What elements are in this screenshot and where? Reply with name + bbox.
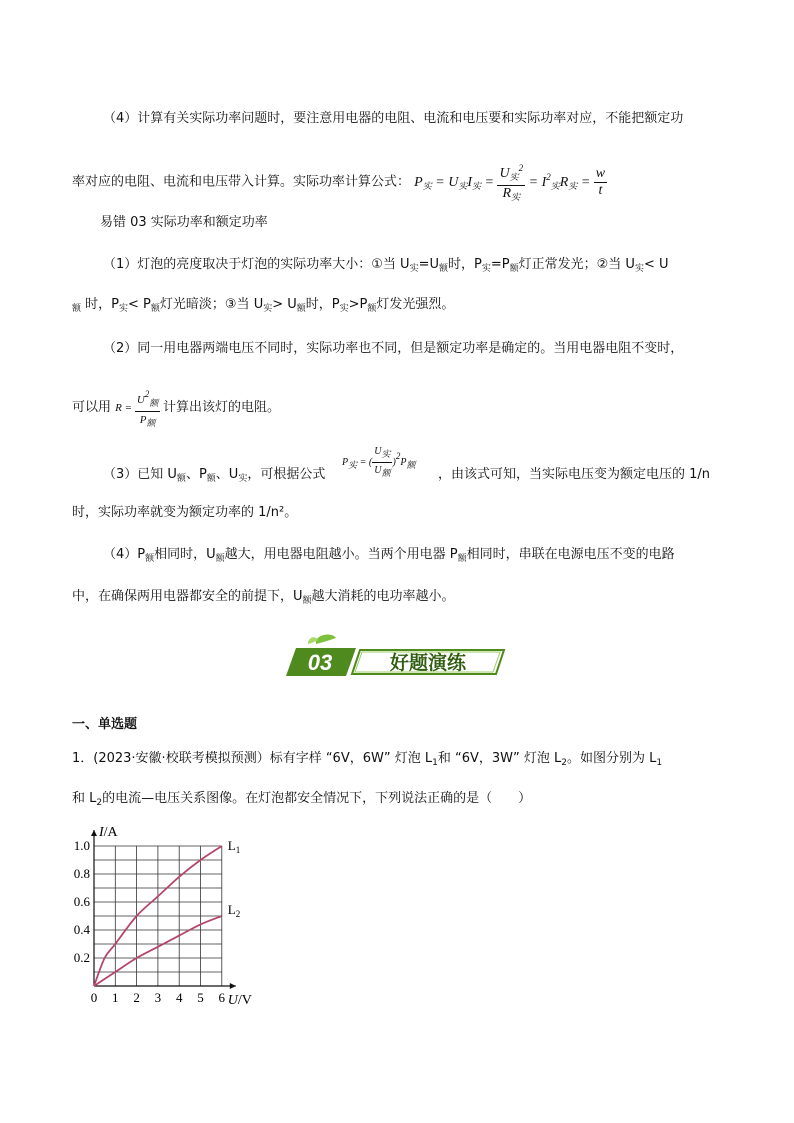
p1-text: < U (643, 257, 669, 272)
p1-text: 时，P (305, 297, 340, 312)
formula-symbol: R (115, 402, 122, 415)
p1-text: =U (418, 257, 440, 272)
formula-symbol: U (136, 394, 145, 406)
formula-fraction (372, 444, 392, 481)
sub-e: 额 (72, 304, 82, 314)
question-text: 1．(2023·安徽·校联考模拟预测）标有字样 “6V，6W” 灯泡 L (72, 751, 433, 766)
formula-eq: = (528, 174, 539, 190)
y-axis-label: I/A (99, 825, 118, 840)
curve-label-l1: $L_1$ (227, 838, 241, 855)
p1-text: 灯光暗淡；③当 U (159, 297, 264, 312)
formula-exponent: 2 (518, 163, 524, 173)
error-heading: 易错 03 实际功率和额定功率 (100, 215, 268, 230)
p4-text: 相同时，串联在电源电压不变的电路 (466, 547, 675, 562)
y-tick-label: 1.0 (73, 838, 90, 853)
current-voltage-chart (70, 818, 330, 1018)
formula-symbol: P (414, 174, 423, 190)
sub-shi: 实 (634, 264, 644, 274)
formula-exponent: 2 (395, 450, 401, 461)
sub-shi: 实 (119, 304, 129, 314)
p1-text: 灯正常发光；②当 U (518, 257, 635, 272)
sub-index: 1 (432, 758, 438, 768)
p1-text: < P (128, 297, 151, 312)
formula-eq: = (580, 174, 591, 190)
power-ratio-formula (342, 444, 415, 481)
formula-symbol: U (374, 465, 382, 476)
question-text: 和 “6V，3W” 灯泡 L (437, 751, 562, 766)
section-banner (286, 634, 510, 686)
formula-subscript: 实 (472, 180, 482, 191)
sub-e: 额 (367, 304, 377, 314)
formula-subscript: 实 (568, 180, 578, 191)
sub-e: 额 (150, 304, 160, 314)
formula-fraction (594, 166, 607, 199)
formula-symbol: P (400, 456, 407, 468)
formula-symbol: U (499, 166, 510, 181)
paragraph-4b-line1 (103, 546, 675, 568)
p1-text: >P (348, 297, 368, 312)
x-axis-arrow (230, 983, 236, 989)
p1-text: （1）灯泡的亮度取决于灯泡的实际功率大小：①当 U (103, 257, 410, 272)
formula-eq: = (124, 402, 133, 415)
sub-e: 额 (302, 596, 312, 606)
formula-fraction (497, 160, 525, 205)
sub-index: 2 (96, 798, 103, 808)
sub-e: 额 (146, 418, 156, 428)
p4-text: （4）P (103, 547, 146, 562)
formula-eq: = (484, 174, 494, 190)
formula-exponent: 2 (546, 171, 551, 182)
x-tick-label: 1 (112, 990, 119, 1005)
x-tick-label: 3 (154, 990, 162, 1005)
p1-text: 时，P (81, 297, 119, 312)
x-tick-label: 0 (90, 990, 98, 1005)
sub-index: 2 (561, 758, 567, 768)
sub-e: 额 (176, 474, 186, 484)
formula-subscript: 实 (422, 180, 432, 191)
paragraph-4b-line2 (72, 588, 455, 610)
paragraph-2-line2 (72, 386, 280, 431)
banner-number: 03 (307, 650, 333, 675)
sub-e: 额 (509, 264, 519, 274)
formula-subscript: 实 (458, 180, 468, 191)
x-tick-label: 2 (133, 990, 140, 1005)
banner-title: 好题演练 (389, 652, 467, 674)
sub-e: 额 (381, 468, 391, 478)
p3-text: 、U (215, 467, 239, 482)
sub-e: 额 (206, 474, 216, 484)
p3-text: ，可根据公式 (247, 467, 326, 482)
formula-symbol: t (598, 183, 603, 198)
question-text: 和 L (72, 791, 97, 806)
paragraph-1-line1 (103, 256, 669, 278)
sub-shi: 实 (238, 474, 248, 484)
p4-text: 相同时，U (154, 547, 216, 562)
sub-e: 额 (215, 554, 225, 564)
formula-symbol: U (374, 446, 382, 457)
p3-text: 、P (185, 467, 207, 482)
formula-symbol: I (541, 174, 547, 190)
question-text: 的电流—电压关系图像。在灯泡都安全情况下，下列说法正确的是（ ） (102, 791, 532, 806)
sub-e: 额 (296, 304, 306, 314)
formula-symbol: R (502, 186, 512, 201)
y-axis-arrow (91, 830, 97, 836)
banner-graphic (286, 634, 510, 682)
paragraph-3-line1-tail: ，由该式可知，当实际电压变为额定电压的 1/n (438, 467, 711, 482)
p3-text: （3）已知 U (103, 467, 177, 482)
resistance-formula (115, 389, 163, 428)
y-tick-label: 0.2 (73, 950, 90, 965)
paragraph-3-line1 (103, 466, 325, 488)
curve-label-l2: $L_2$ (227, 902, 241, 919)
paragraph-1-line2 (72, 296, 454, 318)
power-formula (414, 163, 607, 202)
p4-text: 中，在确保两用电器都安全的前提下，U (72, 589, 303, 604)
question-text: 。如图分别为 L (566, 751, 657, 766)
formula-exponent: 2 (144, 389, 150, 399)
p1-text: =P (490, 257, 510, 272)
section-title: 一、单选题 (72, 717, 138, 732)
paragraph-3-line2: 时，实际功率就变为额定功率的 1/n²。 (72, 505, 298, 520)
question-line2 (72, 790, 531, 812)
p2-text: 计算出该灯的电阻。 (163, 400, 281, 416)
formula-eq: = (435, 174, 445, 190)
sub-e: 额 (406, 459, 416, 470)
y-tick-label: 0.6 (73, 894, 90, 909)
sub-e: 额 (145, 554, 155, 564)
sub-shi: 实 (348, 459, 358, 470)
formula-subscript: 实 (550, 180, 560, 191)
x-tick-label: 6 (218, 990, 226, 1005)
paragraph-2-line1: （2）同一用电器两端电压不同时，实际功率也不同，但是额定功率是确定的。当用电器电阻不变时， (103, 341, 684, 356)
y-tick-label: 0.8 (73, 866, 90, 881)
p1-text: 灯发光强烈。 (376, 297, 455, 312)
x-tick-label: 4 (175, 990, 183, 1005)
formula-symbol: U (448, 174, 459, 190)
formula-fraction (135, 386, 160, 431)
formula-symbol: P (342, 456, 349, 468)
sub-shi: 实 (381, 449, 391, 459)
formula-symbol: I (467, 174, 472, 190)
formula-eq: = (359, 456, 367, 468)
sub-shi: 实 (263, 304, 273, 314)
p4-text: 越大消耗的电功率越小。 (311, 589, 455, 604)
formula-paren: ) (392, 456, 396, 468)
sub-e: 额 (149, 398, 159, 408)
formula-symbol: w (595, 166, 606, 181)
formula-subscript: 实 (509, 172, 519, 182)
paragraph-4-line1: （4）计算有关实际功率问题时，要注意用电器的电阻、电流和电压要和实际功率对应，不能把额定功 (103, 111, 684, 126)
sub-shi: 实 (481, 264, 491, 274)
sub-shi: 实 (339, 304, 349, 314)
y-tick-label: 0.4 (73, 922, 90, 937)
formula-symbol: R (559, 174, 569, 190)
formula-paren: ( (368, 456, 373, 468)
p1-text: 时，P (448, 257, 482, 272)
question-line1 (72, 750, 662, 772)
paragraph-4-line2 (72, 160, 607, 205)
p1-text: > U (272, 297, 297, 312)
sub-e: 额 (457, 554, 467, 564)
x-axis-label: U/V (227, 993, 252, 1008)
sub-shi: 实 (409, 264, 419, 274)
formula-subscript: 实 (511, 192, 521, 202)
leaf-icon (316, 635, 336, 645)
x-tick-label: 5 (197, 990, 204, 1005)
sub-e: 额 (439, 264, 449, 274)
paragraph-4-line2-text: 率对应的电阻、电流和电压带入计算。实际功率计算公式： (72, 174, 411, 190)
sub-index: 1 (656, 758, 663, 768)
formula-symbol: P (139, 414, 147, 426)
p2-text: 可以用 (72, 400, 112, 416)
p4-text: 越大，用电器电阻越小。当两个用电器 P (224, 547, 458, 562)
